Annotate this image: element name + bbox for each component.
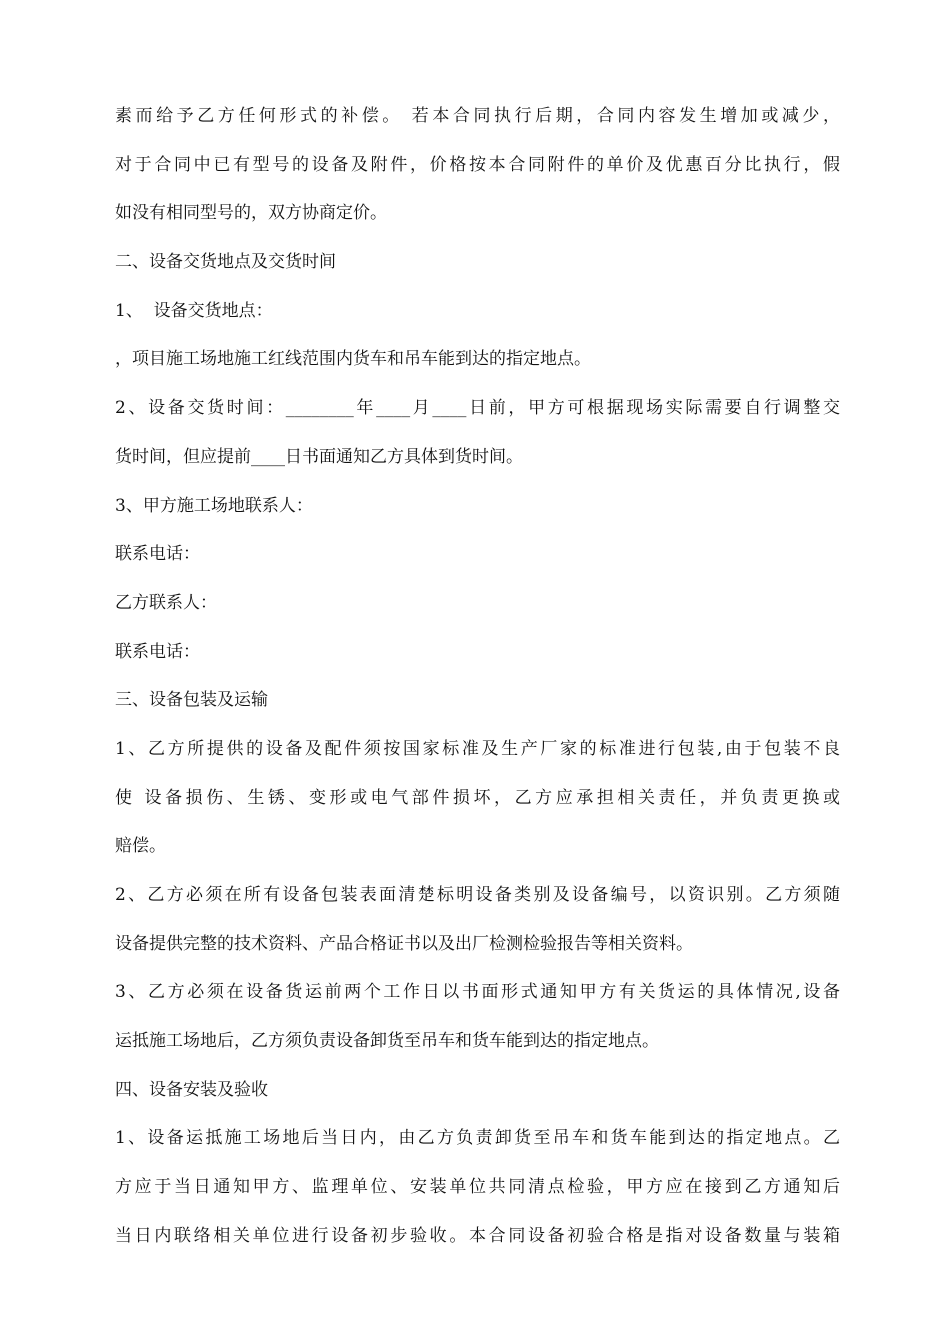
- paragraph-line: 当日内联络相关单位进行设备初步验收。本合同设备初验合格是指对设备数量与装箱: [115, 1225, 840, 1246]
- paragraph-line: 1、 设备交货地点：: [115, 300, 273, 321]
- paragraph-line: 使 设备损伤、生锈、变形或电气部件损坏，乙方应承担相关责任，并负责更换或: [115, 787, 840, 808]
- section-heading: 四、设备安装及验收: [115, 1079, 268, 1100]
- paragraph-line: 联系电话：: [115, 544, 200, 565]
- paragraph-line: 1、设备运抵施工场地后当日内，由乙方负责卸货至吊车和货车能到达的指定地点。乙: [115, 1128, 840, 1149]
- paragraph-line: 联系电话：: [115, 641, 200, 662]
- paragraph-line: 赔偿。: [115, 836, 166, 857]
- paragraph-line: ，项目施工场地施工红线范围内货车和吊车能到达的指定地点。: [115, 349, 591, 370]
- paragraph-line: 方应于当日通知甲方、监理单位、安装单位共同清点检验，甲方应在接到乙方通知后: [115, 1177, 840, 1198]
- section-heading: 二、设备交货地点及交货时间: [115, 252, 336, 273]
- paragraph-line: 2、设备交货时间：________年____月____日前，甲方可根据现场实际需要自行调整交: [115, 398, 840, 419]
- paragraph-line: 乙方联系人：: [115, 592, 217, 613]
- paragraph-line: 对于合同中已有型号的设备及附件，价格按本合同附件的单价及优惠百分比执行，假: [115, 154, 840, 175]
- paragraph-line: 1、乙方所提供的设备及配件须按国家标准及生产厂家的标准进行包装,由于包装不良: [115, 738, 840, 759]
- paragraph-line: 设备提供完整的技术资料、产品合格证书以及出厂检测检验报告等相关资料。: [115, 933, 693, 954]
- section-heading: 三、设备包装及运输: [115, 690, 268, 711]
- paragraph-line: 运抵施工场地后，乙方须负责设备卸货至吊车和货车能到达的指定地点。: [115, 1031, 659, 1052]
- paragraph-line: 2、乙方必须在所有设备包装表面清楚标明设备类别及设备编号，以资识别。乙方须随: [115, 885, 840, 905]
- paragraph-line: 货时间，但应提前____日书面通知乙方具体到货时间。: [115, 446, 523, 467]
- document-body: [115, 96, 840, 1265]
- paragraph-line: 素而给予乙方任何形式的补偿。 若本合同执行后期，合同内容发生增加或减少，: [115, 106, 840, 126]
- paragraph-line: 3、甲方施工场地联系人：: [115, 495, 313, 516]
- paragraph-line: 3、乙方必须在设备货运前两个工作日以书面形式通知甲方有关货运的具体情况,设备: [115, 982, 840, 1003]
- paragraph-line: 如没有相同型号的，双方协商定价。: [115, 203, 387, 224]
